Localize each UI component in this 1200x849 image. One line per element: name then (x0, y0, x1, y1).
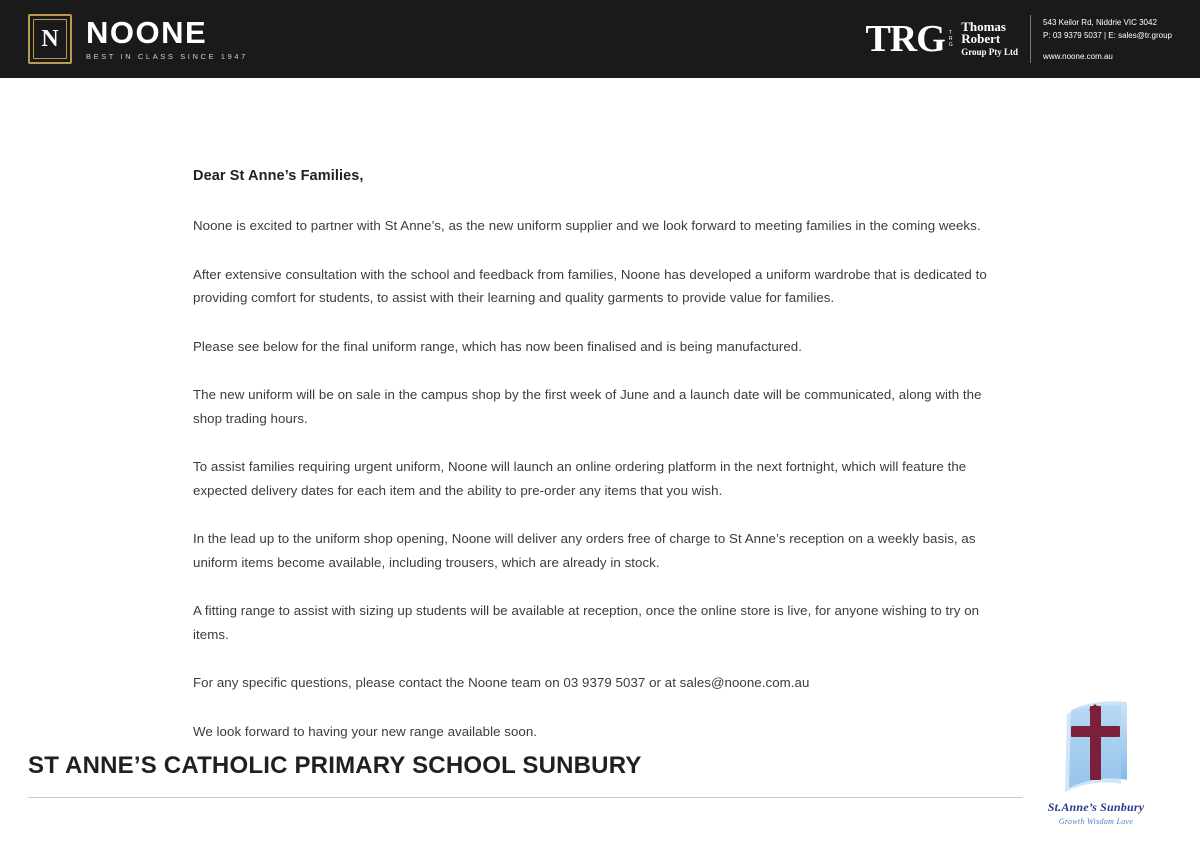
crest-school-name: St.Anne’s Sunbury (1047, 800, 1145, 814)
header-divider (1030, 15, 1031, 63)
school-crest (1036, 700, 1156, 826)
trg-side-letters (949, 30, 953, 48)
letter-salutation: Dear St Anne’s Families, (193, 168, 364, 184)
crest-motto: Growth Wisdom Love (1058, 817, 1134, 826)
trg-company-name (959, 18, 1019, 58)
trg-name-line3: Group Pty Ltd (961, 46, 1019, 57)
noone-shield-icon (28, 14, 72, 64)
trg-side-letter-t: T (948, 30, 953, 36)
header-contact-block (1043, 16, 1172, 63)
noone-tagline: BEST IN CLASS SINCE 1947 (86, 52, 248, 62)
crest-artwork-icon (1057, 700, 1135, 796)
header-right-group (865, 0, 1172, 78)
school-title: ST ANNE’S CATHOLIC PRIMARY SCHOOL SUNBURY (28, 752, 642, 779)
noone-brand-name: NOONE (86, 15, 208, 51)
noone-wordmark (86, 17, 248, 61)
letter-paragraph: A fitting range to assist with sizing up students will be available at reception, once the online store is live, for anyone wishing to try on items. (193, 603, 980, 642)
trg-logo (865, 20, 1018, 58)
trg-name-line1: Thomas (961, 18, 1006, 34)
letter-paragraph: The new uniform will be on sale in the campus shop by the first week of June and a launch date will be communicated, along with the shop trading hours. (193, 387, 982, 426)
letter-body (193, 168, 1008, 743)
contact-phone-email: P: 03 9379 5037 | E: sales@tr.group (1043, 30, 1172, 40)
letter-paragraph: We look forward to having your new range available soon. (193, 723, 538, 739)
letter-paragraph: Noone is excited to partner with St Anne’s, as the new uniform supplier and we look forward to meeting families in the coming weeks. (193, 218, 981, 233)
trg-side-letter-g: G (948, 42, 954, 48)
letter-paragraph: In the lead up to the uniform shop opening, Noone will deliver any orders free of charge to St Anne’s reception on a weekly basis, as uniform items become available, including trousers, which are already in stock. (193, 531, 976, 570)
noone-logo (28, 14, 248, 64)
trg-side-letter-r: R (948, 36, 953, 42)
letter-paragraph: After extensive consultation with the school and feedback from families, Noone has developed a uniform wardrobe that is dedicated to providing comfort for students, to assist with their learning and quality garments to provide value for families. (193, 266, 987, 305)
trg-mark: TRG (865, 18, 945, 60)
contact-address: 543 Keilor Rd, Niddrie VIC 3042 (1043, 17, 1157, 27)
footer-divider (28, 797, 1023, 798)
letter-paragraph: To assist families requiring urgent uniform, Noone will launch an online ordering platform in the next fortnight, which will feature the expected delivery dates for each item and the ability to pre-order any items that you wish. (193, 459, 967, 498)
page-header (0, 0, 1200, 78)
contact-website[interactable]: www.noone.com.au (1043, 51, 1113, 61)
letter-paragraph: For any specific questions, please contact the Noone team on 03 9379 5037 or at sales@noone.com.au (193, 675, 810, 690)
letter-paragraph: Please see below for the final uniform range, which has now been finalised and is being manufactured. (193, 338, 802, 354)
trg-name-line2: Robert (961, 30, 1001, 46)
noone-monogram: N (41, 25, 59, 52)
